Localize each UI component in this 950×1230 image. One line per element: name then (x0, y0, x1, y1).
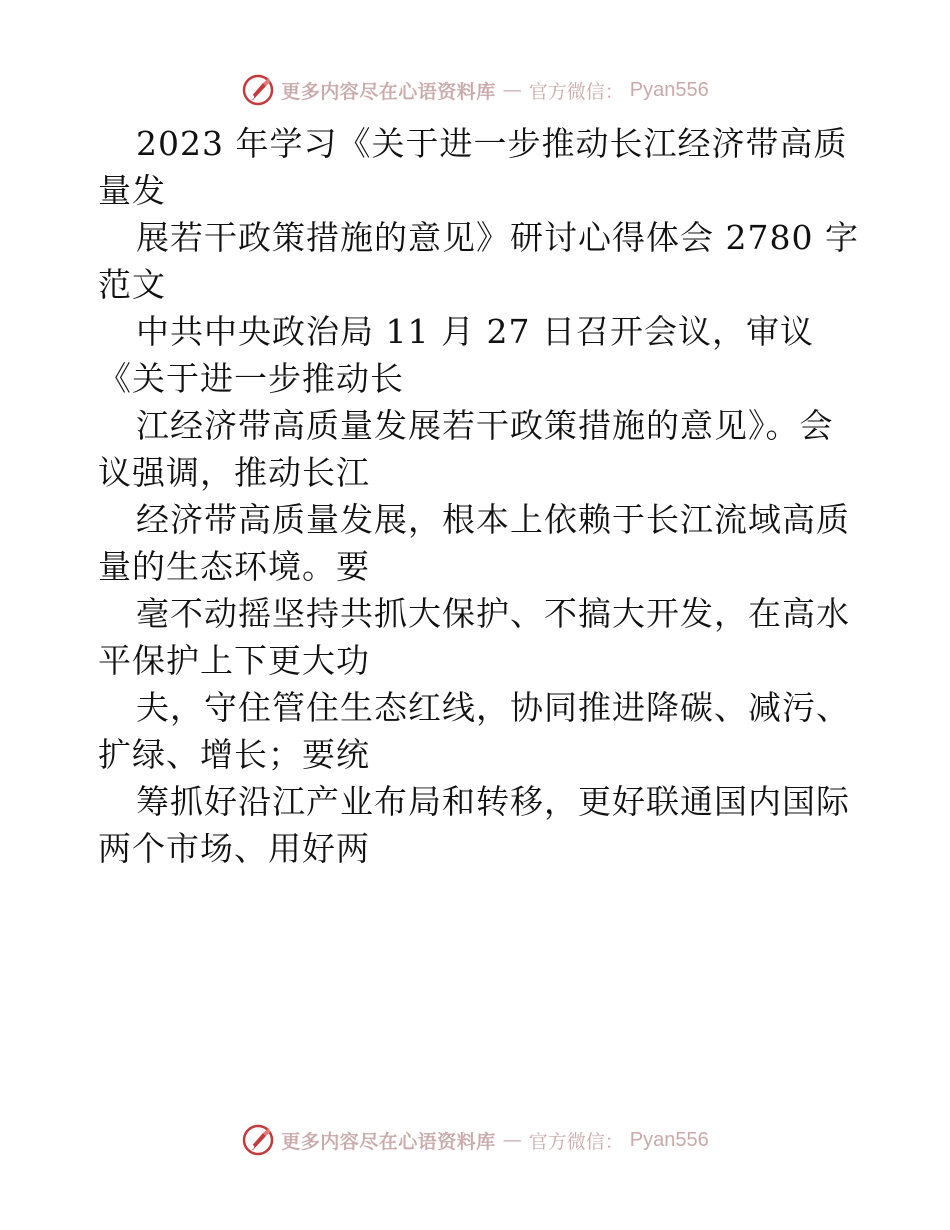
text-line: 两个市场、用好两 (98, 829, 370, 868)
text-line: 经济带高质量发展，根本上依赖于长江流域高质 (136, 500, 850, 539)
text-line: 夫，守住管住生态红线，协同推进降碳、减污、 (136, 688, 850, 727)
quill-logo-icon (241, 1123, 275, 1157)
text-line: 议强调，推动长江 (98, 453, 370, 492)
text-line: 量的生态环境。要 (98, 547, 370, 586)
text-line: 筹抓好沿江产业布局和转移，更好联通国内国际 (136, 782, 850, 821)
footer-watermark (0, 1120, 950, 1160)
document-body (98, 120, 858, 872)
quill-logo-icon (241, 73, 275, 107)
header-watermark (0, 70, 950, 110)
text-line: 毫不动摇坚持共抓大保护、不搞大开发，在高水 (136, 594, 850, 633)
text-line: 量发 (98, 171, 166, 210)
watermark-id: Pyan556 (629, 78, 709, 101)
text-line: 平保护上下更大功 (98, 641, 370, 680)
watermark-dash: — (502, 79, 522, 101)
text-line: 展若干政策措施的意见》研讨心得体会 2780 字 (136, 218, 859, 257)
watermark-label: 官方微信： (528, 1130, 624, 1153)
text-line: 中共中央政治局 11 月 27 日召开会议，审议 (136, 312, 814, 351)
text-line: 2023 年学习《关于进一步推动长江经济带高质 (136, 124, 848, 163)
watermark-brand: 更多内容尽在心语资料库 (281, 80, 496, 103)
watermark-brand: 更多内容尽在心语资料库 (281, 1130, 496, 1153)
text-line: 扩绿、增长；要统 (98, 735, 370, 774)
text-line: 范文 (98, 265, 166, 304)
text-line: 《关于进一步推动长 (98, 359, 404, 398)
watermark-label: 官方微信： (528, 80, 624, 103)
watermark-id: Pyan556 (629, 1128, 709, 1151)
watermark-dash: — (502, 1129, 522, 1151)
text-line: 江经济带高质量发展若干政策措施的意见》。会 (136, 406, 834, 445)
